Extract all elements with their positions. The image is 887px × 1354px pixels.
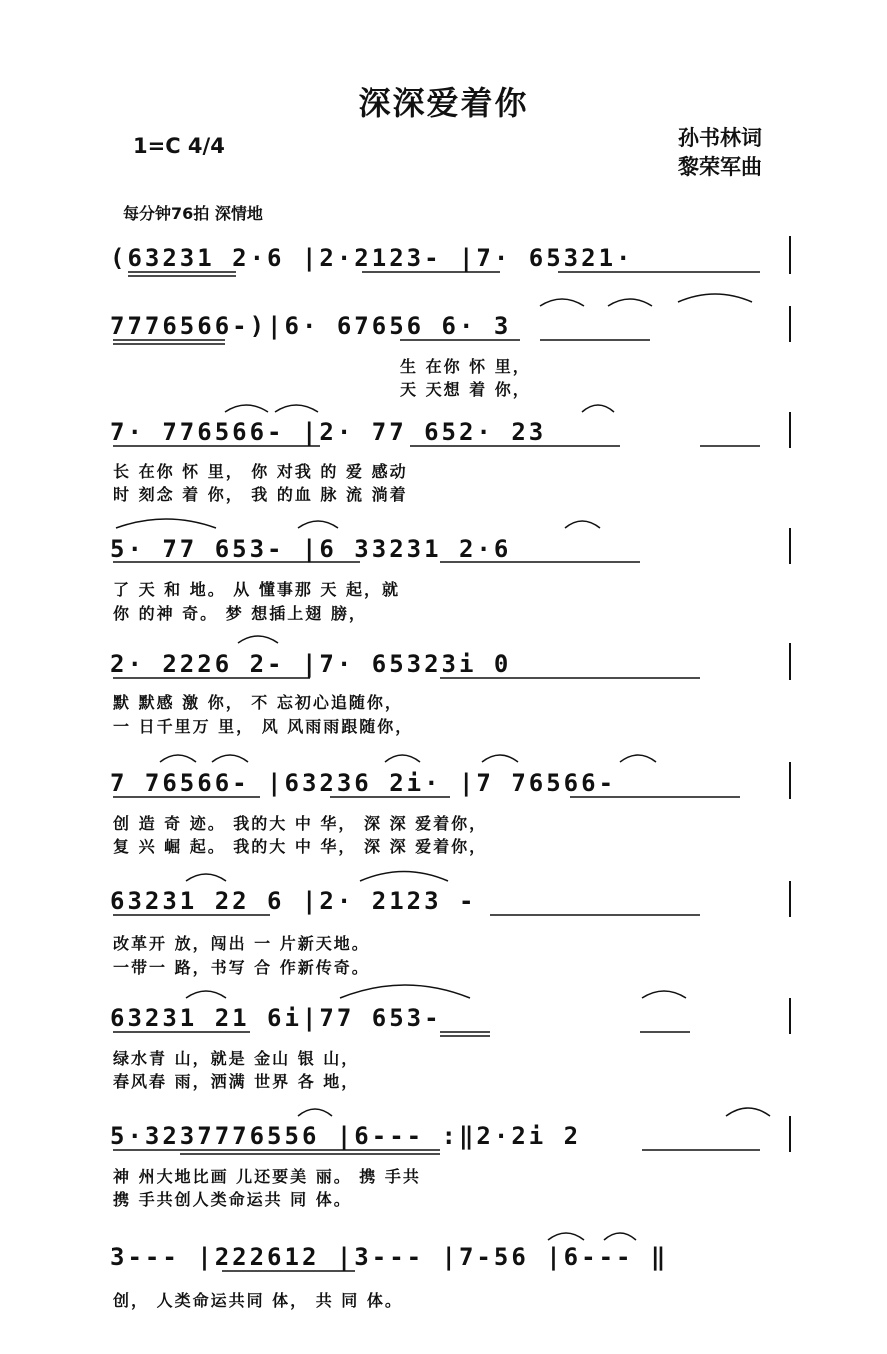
score-line-5: 2· 2226 2- |7· 65323i 0 xyxy=(110,650,512,678)
key-signature: 1=C 4/4 xyxy=(133,134,225,158)
lyric-line: 改革开 放，闯出 一 片新天地。 xyxy=(113,934,370,953)
score-line-7: 63231 22 6 |2· 2123 - xyxy=(110,887,477,915)
composer-credit: 黎荣军曲 xyxy=(678,155,762,179)
score-line-8: 63231 21 6i|77 653- xyxy=(110,1004,442,1032)
score-line-6: 7 76566- |63236 2i· |7 76566- xyxy=(110,769,617,797)
lyric-line: 复 兴 崛 起。 我的大 中 华， 深 深 爱着你， xyxy=(113,837,488,856)
score-line-1: (63231 2·6 |2·2123- |7· 65321· xyxy=(110,244,634,272)
song-title: 深深爱着你 xyxy=(358,84,529,122)
lyric-line: 默 默感 激 你， 不 忘初心追随你， xyxy=(113,693,403,712)
lyric-line: 春风春 雨，洒满 世界 各 地， xyxy=(113,1072,360,1091)
score-line-3: 7· 776566- |2· 77 652· 23 xyxy=(110,418,547,446)
score-line-9: 5·3237776556 |6--- :‖2·2i 2 xyxy=(110,1122,582,1150)
lyric-line: 携 手共创人类命运共 同 体。 xyxy=(113,1190,352,1209)
lyric-line: 创 造 奇 迹。 我的大 中 华， 深 深 爱着你， xyxy=(113,814,488,833)
score-line-4: 5· 77 653- |6 33231 2·6 xyxy=(110,535,512,563)
lyric-line: 天 天想 着 你， xyxy=(400,380,531,399)
lyric-line: 你 的神 奇。 梦 想插上翅 膀， xyxy=(113,604,367,623)
score-line-2: 7776566-)|6· 67656 6· 3 xyxy=(110,312,512,340)
lyric-line: 长 在你 怀 里， 你 对我 的 爱 感动 xyxy=(113,462,408,481)
lyric-line: 神 州大地比画 儿还要美 丽。 携 手共 xyxy=(113,1167,421,1186)
lyric-line: 生 在你 怀 里， xyxy=(400,357,531,376)
lyric-line: 创， 人类命运共同 体， 共 同 体。 xyxy=(113,1291,403,1310)
lyric-line: 一 日千里万 里， 风 风雨雨跟随你， xyxy=(113,717,414,736)
lyricist-credit: 孙书林词 xyxy=(678,126,762,150)
score-line-10: 3--- |222612 |3--- |7-56 |6--- ‖ xyxy=(110,1243,669,1271)
lyric-line: 一带一 路，书写 合 作新传奇。 xyxy=(113,958,370,977)
lyric-line: 时 刻念 着 你， 我 的血 脉 流 淌着 xyxy=(113,485,408,504)
tempo-marking: 每分钟76拍 深情地 xyxy=(123,204,263,223)
lyric-line: 绿水青 山，就是 金山 银 山， xyxy=(113,1049,360,1068)
lyric-line: 了 天 和 地。 从 懂事那 天 起，就 xyxy=(113,580,400,599)
